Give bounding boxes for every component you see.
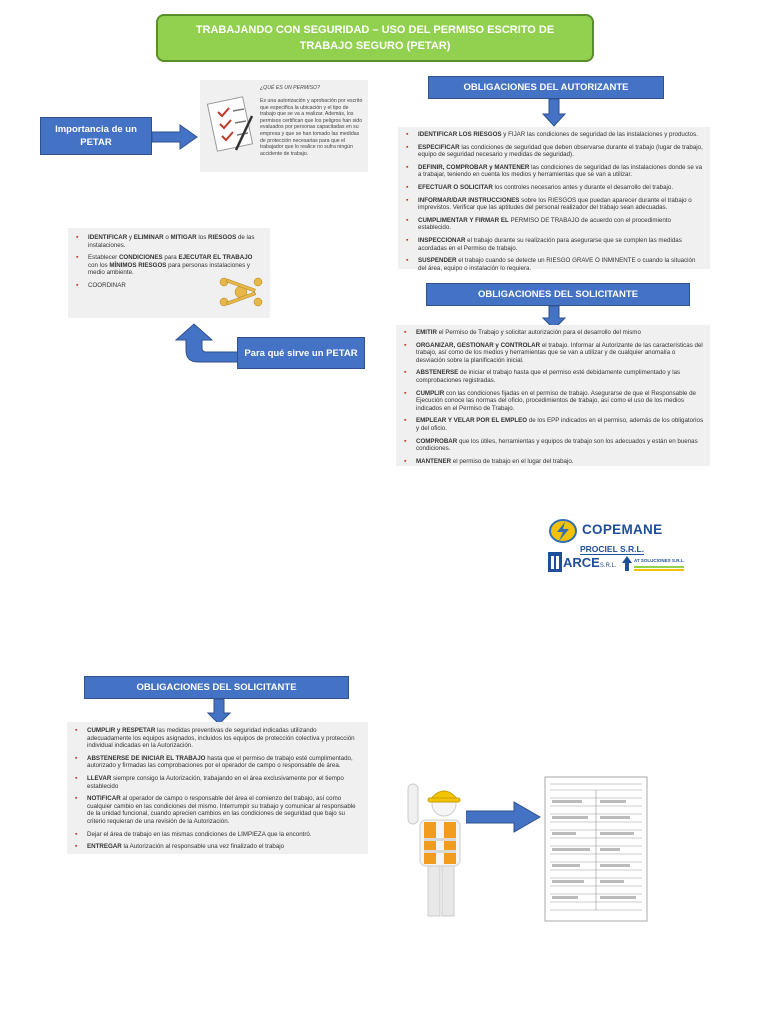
bullet-icon: ▪	[404, 457, 407, 465]
solicitante-heading-1: OBLIGACIONES DEL SOLICITANTE	[477, 289, 639, 300]
bullet-icon: ▪	[406, 163, 409, 171]
checklist-image	[206, 96, 256, 156]
autorizante-item: ▪ EFECTUAR O SOLICITAR los controles necesarios antes y durante el desarrollo del trabajo.	[406, 183, 674, 191]
arce-logo-icon	[548, 552, 562, 572]
bullet-icon: ▪	[76, 254, 79, 262]
arrow-down-icon	[542, 99, 566, 127]
autorizante-list	[404, 131, 704, 272]
at-logo-text: AT SOLUCIONES S.R.L.	[634, 558, 685, 563]
solicitante-item: ▪ EMITIR el Permiso de Trabajo y solicitar autorización para el desarrollo del mismo	[404, 329, 641, 336]
importancia-label: Importancia de un PETAR	[55, 124, 137, 148]
prociel-logo-text: PROCIEL S.R.L.	[580, 544, 645, 554]
bullet-icon: ▪	[76, 234, 79, 241]
bullet-icon: ▪	[75, 727, 78, 734]
solicitante-item: ▪ NOTIFICAR al operador de campo o responsable del área el comienzo del trabajo, así como cualquier cambio en las condiciones del mismo. Interrumpir su trabajo y comunicar al responsable de la unidad funcional, cuando aprecien cambios en las condiciones de seguridad que bajo su criterio requieran de una revisión de la Autorización.	[75, 795, 356, 825]
company-logos	[546, 518, 686, 578]
autorizante-item: ▪ ESPECIFICAR las condiciones de seguridad que deben observarse durante el trabajo (lugar de trabajo, equipo de seguridad necesario y medidas de seguridad).	[406, 143, 703, 159]
bullet-icon: ▪	[404, 369, 407, 377]
solicitante-item: ▪ ABSTENERSE de iniciar el trabajo hasta que el permiso esté debidamente cumplimentado y las comprobaciones registradas.	[404, 369, 681, 384]
bullet-icon: ▪	[75, 830, 78, 838]
sirve-item: ▪ COORDINAR	[76, 281, 126, 289]
solicitante-heading-2: OBLIGACIONES DEL SOLICITANTE	[136, 682, 297, 693]
sirve-item: ▪ IDENTIFICAR y ELIMINAR o MITIGAR los RIESGOS de las instalaciones.	[76, 234, 255, 249]
bullet-icon: ▪	[406, 143, 409, 151]
bullet-icon: ▪	[406, 131, 409, 138]
bullet-icon: ▪	[404, 417, 407, 425]
autorizante-item: ▪ INSPECCIONAR el trabajo durante su realización para asegurarse que se cumplen las medidas acordadas en el Permiso de trabajo.	[406, 236, 682, 252]
permiso-text: Es una autorización y aprobación por escrito que especifica la ubicación y el tipo de trabajo que se va a realizar. Además, los permisos certifican que los peligros han sido evaluados por personas capacitadas en su empresa y que se han tomado las medidas de protección necesarias para que el trabajador que lo realice no sufra ningún accidente de trabajo.	[260, 98, 363, 157]
autorizante-header	[428, 76, 664, 99]
solicitante-list-2	[73, 727, 362, 851]
solicitante-item: ▪ MANTENER el permiso de trabajo en el lugar del trabajo.	[404, 457, 574, 465]
para-que-label: Para qué sirve un PETAR	[244, 347, 358, 359]
autorizante-item: ▪ IDENTIFICAR LOS RIESGOS y FIJAR las condiciones de seguridad de las instalaciones y productos.	[406, 131, 698, 138]
solicitante-item: ▪ CUMPLIR con las condiciones fijadas en el permiso de trabajo. Asegurarse de que el Responsable de Ejecución conoce las normas del oficio, procedimientos de trabajo, así como el uso de los medios indicados en el Permiso de Trabajo.	[404, 389, 696, 412]
bullet-icon: ▪	[76, 281, 79, 289]
sirve-panel	[68, 228, 270, 318]
copemane-logo-text: COPEMANE	[582, 522, 663, 537]
autorizante-item: ▪ INFORMAR/DAR INSTRUCCIONES sobre los RIESGOS que puedan aparecer durante el trabajo o imprevistos. Verificar que las aptitudes del personal realizador del trabajo sean adecuadas.	[406, 196, 692, 212]
solicitante-item: ▪ CUMPLIR y RESPETAR las medidas preventivas de seguridad indicadas utilizando adecuadamente los equipos asignados, incluidos los equipos de protección colectiva y protección individual indicadas en la Autorización.	[75, 727, 355, 750]
autorizante-item: ▪ CUMPLIMENTAR Y FIRMAR EL PERMISO DE TRABAJO de acuerdo con el procedimiento establecido.	[406, 216, 671, 232]
arrow-right-icon	[152, 124, 198, 150]
arrow-right-icon	[466, 800, 542, 834]
page-title-text: TRABAJANDO CON SEGURIDAD – USO DEL PERMISO ESCRITO DE TRABAJO SEGURO (PETAR)	[195, 24, 555, 52]
solicitante-header-2	[84, 676, 349, 699]
solicitante-list-1	[402, 329, 704, 465]
bullet-icon: ▪	[404, 389, 407, 397]
page-title	[156, 14, 594, 62]
bullet-icon: ▪	[404, 329, 407, 336]
solicitante-header-1	[426, 283, 690, 306]
bullet-icon: ▪	[406, 236, 409, 244]
bullet-icon: ▪	[75, 754, 78, 762]
bullet-icon: ▪	[75, 795, 78, 803]
solicitante-panel-2	[67, 722, 368, 854]
autorizante-item: ▪ DEFINIR, COMPROBAR y MANTENER las condiciones de seguridad de las instalaciones donde se va a trabajar, teniendo en cuenta los medios y herramientas que se van a utilizar.	[406, 163, 703, 179]
bullet-icon: ▪	[75, 774, 78, 782]
permiso-panel	[200, 80, 368, 172]
autorizante-panel	[398, 127, 710, 272]
solicitante-item: ▪ COMPROBAR que los útiles, herramientas y equipos de trabajo son los adecuados y están en buenas condiciones.	[404, 437, 698, 453]
bullet-icon: ▪	[406, 183, 409, 191]
solicitante-item: ▪ Dejar el área de trabajo en las mismas condiciones de LIMPIEZA que la encontró.	[75, 830, 312, 838]
at-logo-bar-yellow	[634, 569, 684, 571]
importancia-label-box	[40, 117, 152, 155]
solicitante-item: ▪ ABSTENERSE DE INICIAR EL TRABAJO hasta que el permiso de trabajo esté cumplimentado, autorizado y firmadas las comprobaciones por el operador de campo o responsable de área.	[75, 754, 353, 770]
solicitante-item: ▪ LLEVAR siempre consigo la Autorización, trabajando en el área exclusivamente por el tiempo establecido	[75, 774, 344, 790]
safety-worker-image	[400, 776, 472, 922]
solicitante-panel-1	[396, 325, 710, 466]
bullet-icon: ▪	[406, 216, 409, 224]
bullet-icon: ▪	[406, 196, 409, 204]
at-logo-bar-green	[634, 566, 684, 568]
solicitante-item: ▪ ENTREGAR la Autorización al responsable una vez finalizado el trabajo	[75, 843, 285, 851]
bullet-icon: ▪	[404, 341, 407, 349]
arce-logo: ARCES.R.L.	[563, 555, 617, 570]
bullet-icon: ▪	[406, 257, 409, 265]
curved-arrow-up-icon	[172, 322, 242, 374]
copemane-logo-icon	[548, 518, 578, 544]
permiso-heading: ¿QUÉ ES UN PERMISO?	[260, 85, 320, 91]
at-logo-arrow-icon	[622, 556, 632, 572]
para-que-label-box	[237, 337, 365, 369]
sirve-item: ▪ Establecer CONDICIONES para EJECUTAR EL TRABAJO con los MÍNIMOS RIESGOS para personas instalaciones y medio ambiente.	[76, 254, 253, 277]
solicitante-item: ▪ ORGANIZAR, GESTIONAR y CONTROLAR el trabajo. Informar al Autorizante de las características del trabajo, así como de los medios y herramientas que se van a utilizar y de cualquier anomalía o desviación sobre la planificación inicial.	[404, 341, 703, 364]
puzzle-people-image	[214, 272, 268, 312]
autorizante-item: ▪ SUSPENDER el trabajo cuando se detecte un RIESGO GRAVE O INMINENTE o cuando la situación del área, equipo o instalación lo requiera.	[406, 257, 696, 272]
bullet-icon: ▪	[75, 843, 78, 851]
bullet-icon: ▪	[404, 437, 407, 445]
solicitante-item: ▪ EMPLEAR Y VELAR POR EL EMPLEO de los EPP indicados en el permiso, además de los obligatorios y del oficio.	[404, 417, 704, 432]
autorizante-heading: OBLIGACIONES DEL AUTORIZANTE	[463, 82, 629, 93]
permit-form-image	[544, 776, 648, 922]
